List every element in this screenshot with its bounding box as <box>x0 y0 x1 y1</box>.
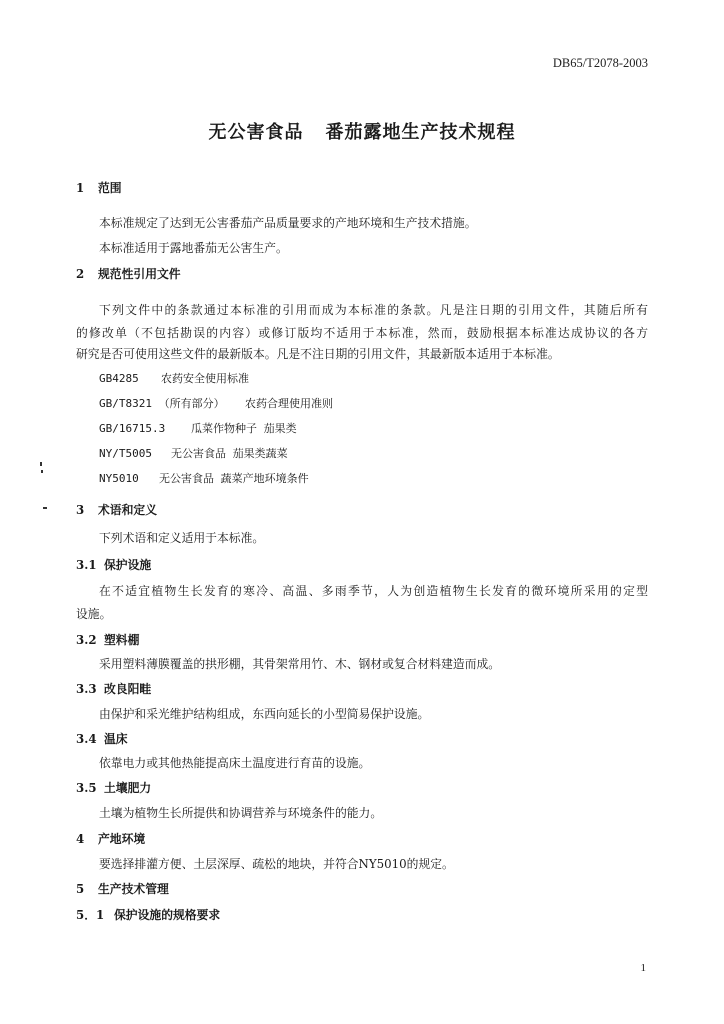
section-title: 产地环境 <box>98 832 146 846</box>
term-title: 温床 <box>104 732 128 746</box>
document-title <box>0 118 724 144</box>
title-part-1: 无公害食品 <box>208 122 304 143</box>
section-title: 术语和定义 <box>98 503 157 517</box>
term-definition-line: 在不适宜植物生长发育的寒冷、高温、多雨季节，人为创造植物生长发育的微环境所采用的定型 <box>99 584 648 598</box>
section-heading <box>76 502 648 518</box>
term-number: 3.4 <box>76 732 97 746</box>
scan-speck <box>40 462 42 466</box>
term-number: 3.5 <box>76 781 97 795</box>
reference-title: 瓜菜作物种子 茄果类 <box>191 422 297 435</box>
paragraph: 下列术语和定义适用于本标准。 <box>99 531 265 545</box>
term-definition: 依靠电力或其他热能提高床土温度进行育苗的设施。 <box>99 756 371 770</box>
reference-title: 农药安全使用标准 <box>161 372 249 385</box>
reference-item <box>99 371 648 387</box>
section-heading <box>76 180 648 196</box>
term-heading <box>76 632 648 648</box>
reference-code: NY/T5005 <box>99 447 152 460</box>
scan-speck <box>43 507 47 509</box>
section-number: 2 <box>76 267 85 281</box>
section-number: 5 <box>76 882 85 896</box>
reference-item <box>99 446 648 462</box>
paragraph: 要选择排灌方便、土层深厚、疏松的地块，并符合NY5010的规定。 <box>99 857 454 871</box>
scan-speck <box>41 470 43 473</box>
term-definition-line: 设施。 <box>76 607 112 621</box>
section-heading <box>76 831 648 847</box>
paragraph-line: 下列文件中的条款通过本标准的引用而成为本标准的条款。凡是注日期的引用文件，其随后所有 <box>99 303 648 317</box>
term-number: 3.3 <box>76 682 97 696</box>
subsection-heading <box>76 907 648 923</box>
title-part-2: 番茄露地生产技术规程 <box>325 122 516 143</box>
subsection-number: 5．1 <box>76 908 105 922</box>
reference-item <box>99 421 648 437</box>
section-number: 1 <box>76 181 85 195</box>
term-definition: 土壤为植物生长所提供和协调营养与环境条件的能力。 <box>99 806 383 820</box>
term-number: 3.2 <box>76 633 97 647</box>
section-heading <box>76 266 648 282</box>
section-title: 生产技术管理 <box>98 882 169 896</box>
term-title: 土壤肥力 <box>104 781 152 795</box>
paragraph: 本标准适用于露地番茄无公害生产。 <box>99 241 288 255</box>
term-heading <box>76 681 648 697</box>
reference-title: 农药合理使用准则 <box>245 397 333 410</box>
term-title: 保护设施 <box>104 558 152 572</box>
page-number: 1 <box>640 962 646 974</box>
reference-item <box>99 396 648 412</box>
term-heading <box>76 731 648 747</box>
paragraph: 本标准规定了达到无公害番茄产品质量要求的产地环境和生产技术措施。 <box>99 216 477 230</box>
term-title: 改良阳畦 <box>104 682 152 696</box>
reference-code: GB/T8321 （所有部分） <box>99 397 225 410</box>
reference-code: NY5010 <box>99 472 139 485</box>
section-number: 4 <box>76 832 85 846</box>
section-title: 范围 <box>98 181 122 195</box>
reference-title: 无公害食品 蔬菜产地环境条件 <box>159 472 309 485</box>
reference-item <box>99 471 648 487</box>
term-number: 3.1 <box>76 558 97 572</box>
subsection-title: 保护设施的规格要求 <box>114 908 221 922</box>
term-title: 塑料棚 <box>104 633 140 647</box>
reference-code: GB/16715.3 <box>99 422 166 435</box>
term-definition: 由保护和采光维护结构组成，东西向延长的小型简易保护设施。 <box>99 707 430 721</box>
section-heading <box>76 881 648 897</box>
term-heading <box>76 780 648 796</box>
paragraph-line: 的修改单（不包括勘误的内容）或修订版均不适用于本标准，然而，鼓励根据本标准达成协议的各方 <box>76 326 648 340</box>
standard-code: DB65/T2078-2003 <box>552 56 648 70</box>
paragraph-line: 研究是否可使用这些文件的最新版本。凡是不注日期的引用文件，其最新版本适用于本标准。 <box>76 347 560 361</box>
section-title: 规范性引用文件 <box>98 267 181 281</box>
reference-title: 无公害食品 茄果类蔬菜 <box>171 447 288 460</box>
section-number: 3 <box>76 503 85 517</box>
term-heading <box>76 557 648 573</box>
term-definition: 采用塑料薄膜覆盖的拱形棚，其骨架常用竹、木、钢材或复合材料建造而成。 <box>99 657 501 671</box>
reference-code: GB4285 <box>99 372 139 385</box>
